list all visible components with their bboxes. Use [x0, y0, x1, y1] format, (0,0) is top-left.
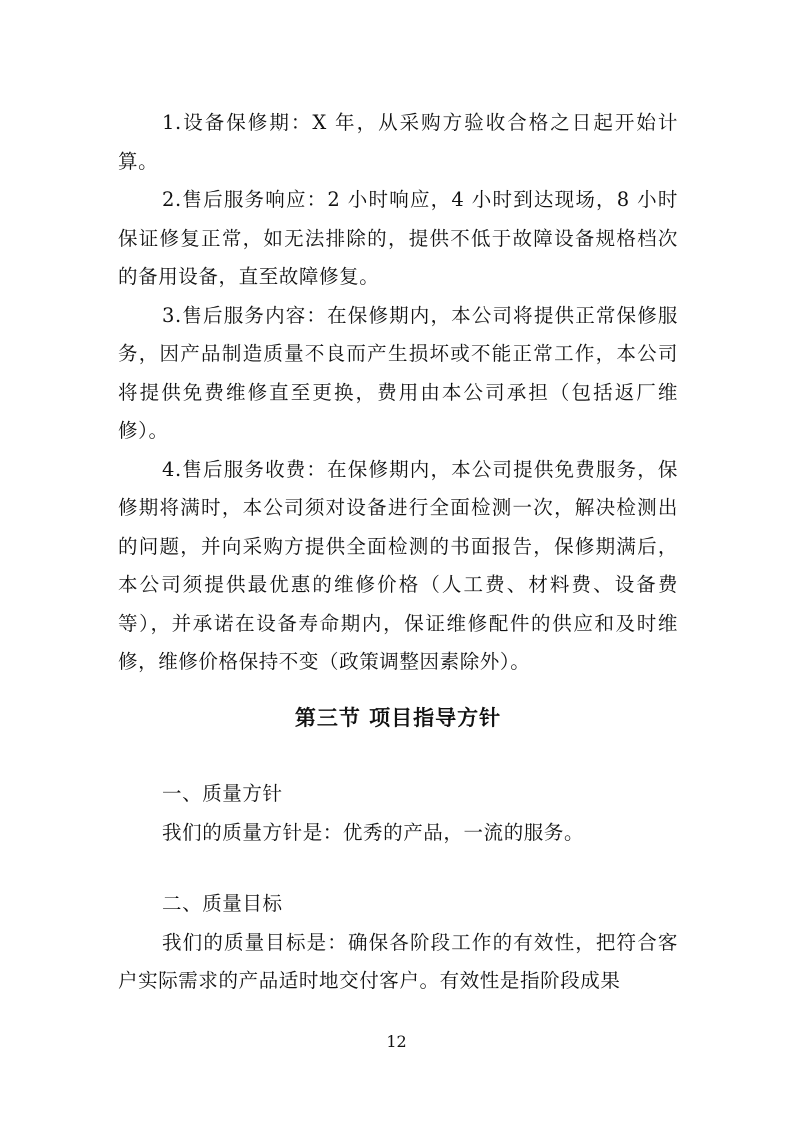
quality-policy-section [118, 775, 678, 852]
quality-goal-text: 我们的质量目标是：确保各阶段工作的有效性，把符合客户实际需求的产品适时地交付客户。有效性是指阶段成果 [118, 930, 678, 992]
page-number: 12 [386, 1032, 407, 1051]
service-fee-paragraph: 4.售后服务收费：在保修期内，本公司提供免费服务，保修期将满时，本公司须对设备进行全面检测一次，解决检测出的问题，并向采购方提供全面检测的书面报告，保修期满后，本公司须提供最优惠的维修价格（人工费、材料费、设备费等），并承诺在设备寿命期内，保证维修配件的供应和及时维修，维修价格保持不变（政策调整因素除外）。 [118, 457, 678, 673]
section-title: 第三节 项目指导方针 [294, 706, 502, 730]
quality-policy-heading: 一、质量方针 [162, 782, 283, 805]
after-sales-service-block [118, 104, 678, 682]
quality-goal-section [118, 885, 678, 1001]
service-response-paragraph: 2.售后服务响应：2 小时响应，4 小时到达现场，8 小时保证修复正常，如无法排除的，提供不低于故障设备规格档次的备用设备，直至故障修复。 [118, 188, 678, 288]
quality-goal-heading: 二、质量目标 [162, 892, 283, 915]
warranty-period-paragraph: 1.设备保修期：X 年，从采购方验收合格之日起开始计算。 [118, 111, 678, 173]
quality-policy-text: 我们的质量方针是：优秀的产品，一流的服务。 [162, 820, 585, 844]
service-content-paragraph: 3.售后服务内容：在保修期内，本公司将提供正常保修服务，因产品制造质量不良而产生损坏或不能正常工作，本公司将提供免费维修直至更换，费用由本公司承担（包括返厂维修）。 [118, 303, 678, 442]
